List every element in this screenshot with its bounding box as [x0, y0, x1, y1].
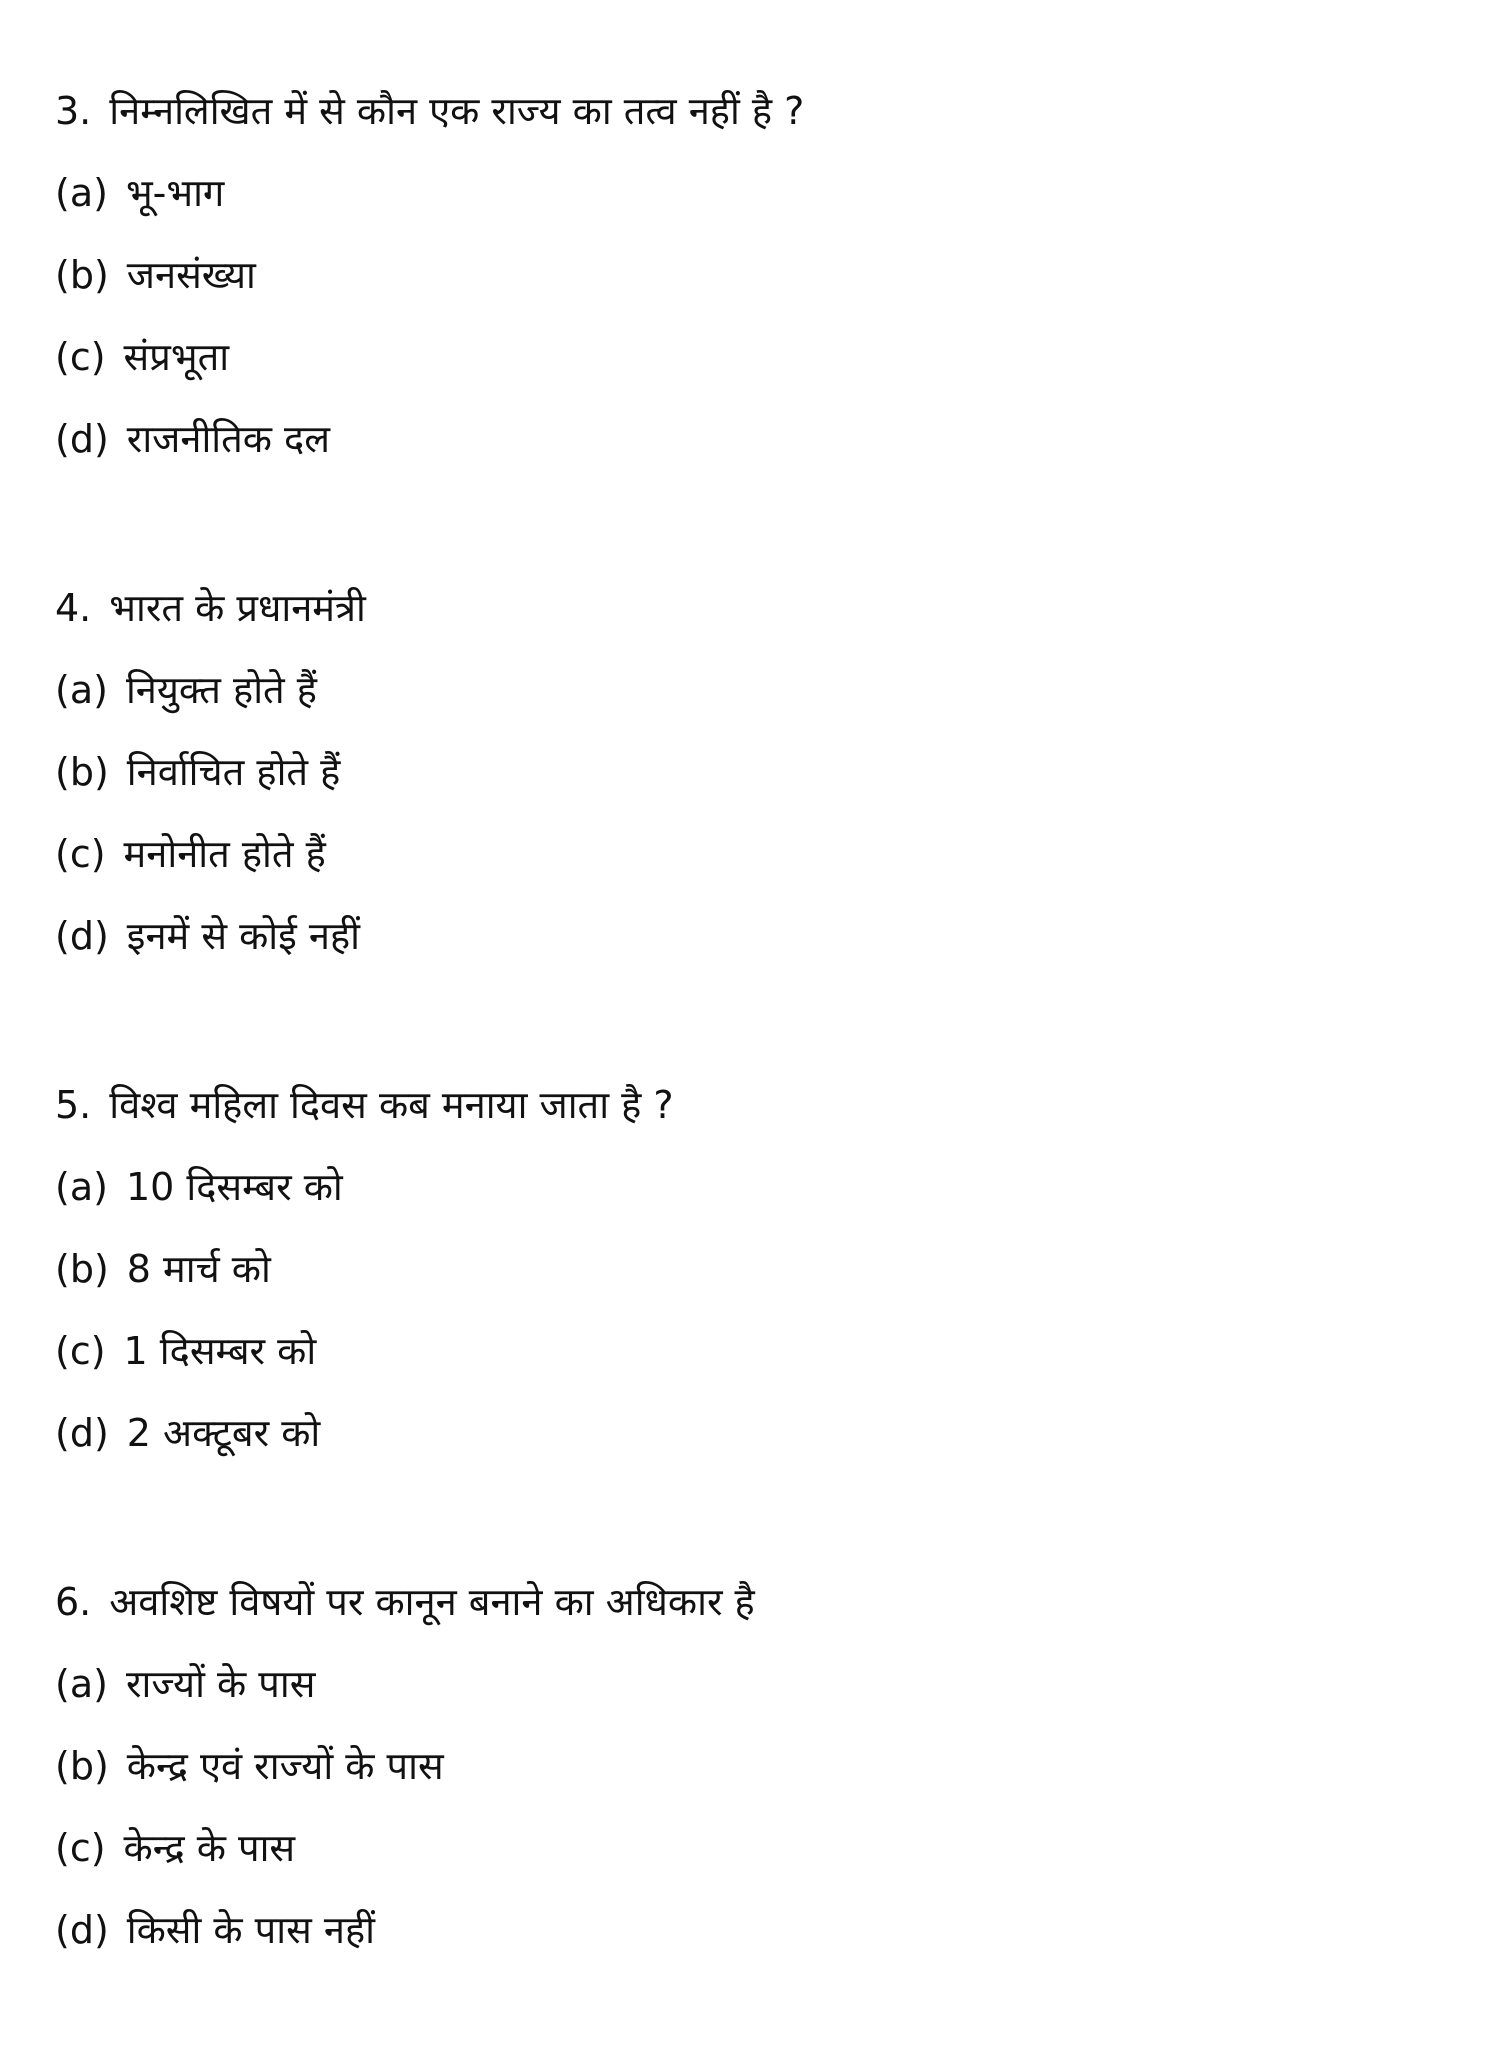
- option-text: मनोनीत होते हैं: [123, 832, 326, 876]
- option-label: (d): [55, 417, 109, 461]
- option-label: (d): [55, 1908, 109, 1952]
- option-label: (a): [55, 171, 108, 215]
- option-c: [55, 316, 1455, 398]
- question-body: निम्नलिखित में से कौन एक राज्य का तत्व नहीं है ?: [109, 89, 805, 133]
- question-text: [55, 1561, 1455, 1643]
- question-document: [55, 70, 1455, 2058]
- option-b: [55, 1228, 1455, 1310]
- question-3: [55, 70, 1455, 480]
- option-a: [55, 649, 1455, 731]
- option-c: [55, 1807, 1455, 1889]
- option-label: (b): [55, 1744, 109, 1788]
- option-c: [55, 813, 1455, 895]
- option-d: [55, 1889, 1455, 1971]
- option-text: 2 अक्टूबर को: [126, 1411, 321, 1455]
- option-c: [55, 1310, 1455, 1392]
- option-text: जनसंख्या: [126, 253, 256, 297]
- option-text: केन्द्र एवं राज्यों के पास: [126, 1744, 444, 1788]
- option-label: (b): [55, 253, 109, 297]
- option-text: राजनीतिक दल: [126, 417, 331, 461]
- option-text: 8 मार्च को: [126, 1247, 271, 1291]
- option-text: राज्यों के पास: [125, 1662, 316, 1706]
- option-b: [55, 731, 1455, 813]
- question-body: भारत के प्रधानमंत्री: [109, 586, 366, 630]
- option-b: [55, 1725, 1455, 1807]
- option-label: (c): [55, 1329, 106, 1373]
- option-text: निर्वाचित होते हैं: [126, 750, 341, 794]
- question-text: [55, 1064, 1455, 1146]
- option-b: [55, 234, 1455, 316]
- option-label: (b): [55, 750, 109, 794]
- question-number: 6.: [55, 1580, 92, 1624]
- question-body: अवशिष्ट विषयों पर कानून बनाने का अधिकार है: [109, 1580, 755, 1624]
- option-text: 10 दिसम्बर को: [125, 1165, 343, 1209]
- question-body: विश्व महिला दिवस कब मनाया जाता है ?: [109, 1083, 674, 1127]
- option-text: 1 दिसम्बर को: [123, 1329, 317, 1373]
- option-label: (d): [55, 914, 109, 958]
- question-text: [55, 70, 1455, 152]
- question-6: [55, 1561, 1455, 1971]
- question-4: [55, 567, 1455, 977]
- option-text: संप्रभूता: [123, 335, 230, 379]
- option-text: किसी के पास नहीं: [126, 1908, 375, 1952]
- option-label: (b): [55, 1247, 109, 1291]
- option-text: नियुक्त होते हैं: [125, 668, 317, 712]
- option-text: केन्द्र के पास: [123, 1826, 296, 1870]
- question-number: 4.: [55, 586, 92, 630]
- option-label: (c): [55, 1826, 106, 1870]
- option-d: [55, 895, 1455, 977]
- question-number: 3.: [55, 89, 92, 133]
- option-a: [55, 1146, 1455, 1228]
- option-label: (a): [55, 1662, 108, 1706]
- option-label: (a): [55, 1165, 108, 1209]
- option-label: (a): [55, 668, 108, 712]
- option-a: [55, 152, 1455, 234]
- option-d: [55, 398, 1455, 480]
- question-number: 5.: [55, 1083, 92, 1127]
- option-text: इनमें से कोई नहीं: [126, 914, 360, 958]
- option-text: भू-भाग: [125, 171, 225, 215]
- option-d: [55, 1392, 1455, 1474]
- option-a: [55, 1643, 1455, 1725]
- option-label: (d): [55, 1411, 109, 1455]
- option-label: (c): [55, 335, 106, 379]
- question-5: [55, 1064, 1455, 1474]
- question-text: [55, 567, 1455, 649]
- option-label: (c): [55, 832, 106, 876]
